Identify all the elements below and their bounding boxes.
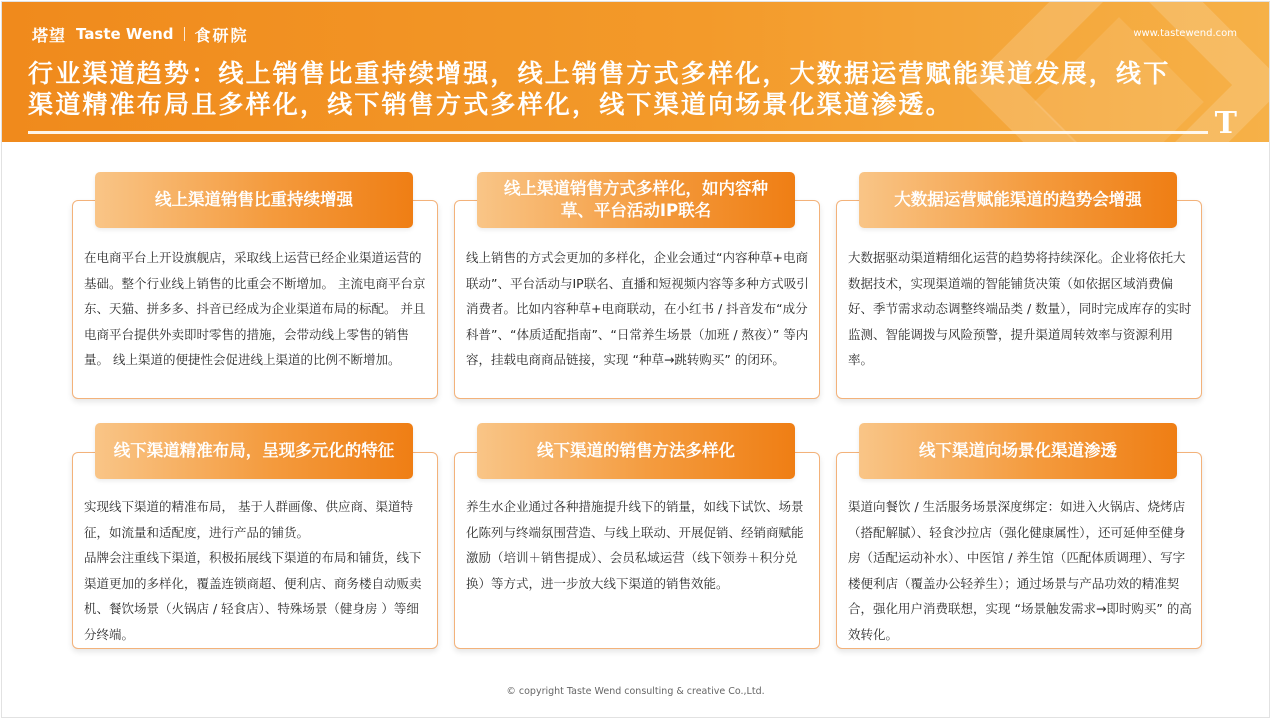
card-heading: 线上渠道销售比重持续增强 bbox=[95, 172, 413, 228]
logo-divider bbox=[184, 27, 185, 41]
card-heading: 大数据运营赋能渠道的趋势会增强 bbox=[859, 172, 1177, 228]
brand-logo bbox=[32, 22, 249, 46]
slide bbox=[1, 1, 1270, 718]
card-body: 养生水企业通过各种措施提升线下的销量，如线下试饮、场景化陈列与终端氛围营造、与线上联动、开展促销、经销商赋能激励（培训＋销售提成）、会员私域运营（线下领券＋积分兑换）等方式，进一步放大线下渠道的销售效能。 bbox=[466, 499, 804, 591]
logo-en: Taste Wend bbox=[76, 25, 174, 43]
trend-card-online-share bbox=[72, 200, 438, 399]
card-body: 渠道向餐饮 / 生活服务场景深度绑定：如进入火锅店、烧烤店（搭配解腻）、轻食沙拉店（强化健康属性），还可延伸至健身房（适配运动补水）、中医馆 / 养生馆（匹配体质调理）、写字楼便利店（覆盖办公轻养生）；通过场景与产品功效的精准契合，强化用户消费联想，实现 “场景触发需求→即时购买” 的高效转化。 bbox=[848, 499, 1192, 642]
card-heading: 线下渠道精准布局，呈现多元化的特征 bbox=[95, 423, 413, 479]
card-paragraph: 品牌会注重线下渠道，积极拓展线下渠道的布局和铺货，线下渠道更加的多样化，覆盖连锁商超、便利店、商务楼自动贩卖机、餐饮场景（火锅店 / 轻食店）、特殊场景（健身房 ）等细分终端。 bbox=[84, 550, 422, 642]
page-title: 行业渠道趋势：线上销售比重持续增强，线上销售方式多样化，大数据运营赋能渠道发展，线下渠道精准布局且多样化，线下销售方式多样化，线下渠道向场景化渠道渗透。 bbox=[28, 59, 1171, 119]
trend-card-offline-methods bbox=[454, 452, 820, 649]
trend-card-online-methods bbox=[454, 200, 820, 399]
corner-logo-mark: T bbox=[1214, 106, 1237, 141]
trend-card-scene-channels bbox=[836, 452, 1202, 649]
trend-card-big-data bbox=[836, 200, 1202, 399]
card-body: 大数据驱动渠道精细化运营的趋势将持续深化。企业将依托大数据技术，实现渠道端的智能铺货决策（如依据区域消费偏好、季节需求动态调整终端品类 / 数量），同时完成库存的实时监测、智能调拨与风险预警，提升渠道周转效率与资源利用率。 bbox=[848, 250, 1192, 367]
title-underline bbox=[28, 131, 1208, 134]
card-body: 在电商平台上开设旗舰店，采取线上运营已经企业渠道运营的基础。整个行业线上销售的比重会不断增加。 主流电商平台京东、天猫、拼多多、抖音已经成为企业渠道布局的标配。 并且电商平台提供外卖即时零售的措施，会带动线上零售的销售量。 线上渠道的便捷性会促进线上渠道的比例不断增加。 bbox=[84, 250, 426, 367]
header-banner bbox=[2, 2, 1269, 142]
logo-cn: 塔望 bbox=[32, 25, 67, 45]
card-heading: 线下渠道的销售方法多样化 bbox=[477, 423, 795, 479]
card-body bbox=[84, 494, 429, 647]
site-url: www.tastewend.com bbox=[1133, 28, 1237, 39]
trend-card-offline-layout bbox=[72, 452, 438, 649]
card-body: 线上销售的方式会更加的多样化，企业会通过“内容种草+电商联动”、平台活动与IP联名、直播和短视频内容等多种方式吸引消费者。比如内容种草+电商联动，在小红书 / 抖音发布“成分科普”、“体质适配指南”、“日常养生场景（加班 / 熬夜）” 等内容，挂载电商商品链接，实现 “种草→跳转购买” 的闭环。 bbox=[466, 250, 809, 367]
logo-sub: 食研院 bbox=[194, 25, 249, 45]
card-heading: 线上渠道销售方式多样化，如内容种草、平台活动IP联名 bbox=[477, 172, 795, 228]
card-heading: 线下渠道向场景化渠道渗透 bbox=[859, 423, 1177, 479]
card-paragraph: 实现线下渠道的精准布局， 基于人群画像、供应商、渠道特征，如流量和适配度，进行产品的铺货。 bbox=[84, 499, 413, 540]
copyright-footer: © copyright Taste Wend consulting & creative Co.,Ltd. bbox=[506, 686, 765, 697]
